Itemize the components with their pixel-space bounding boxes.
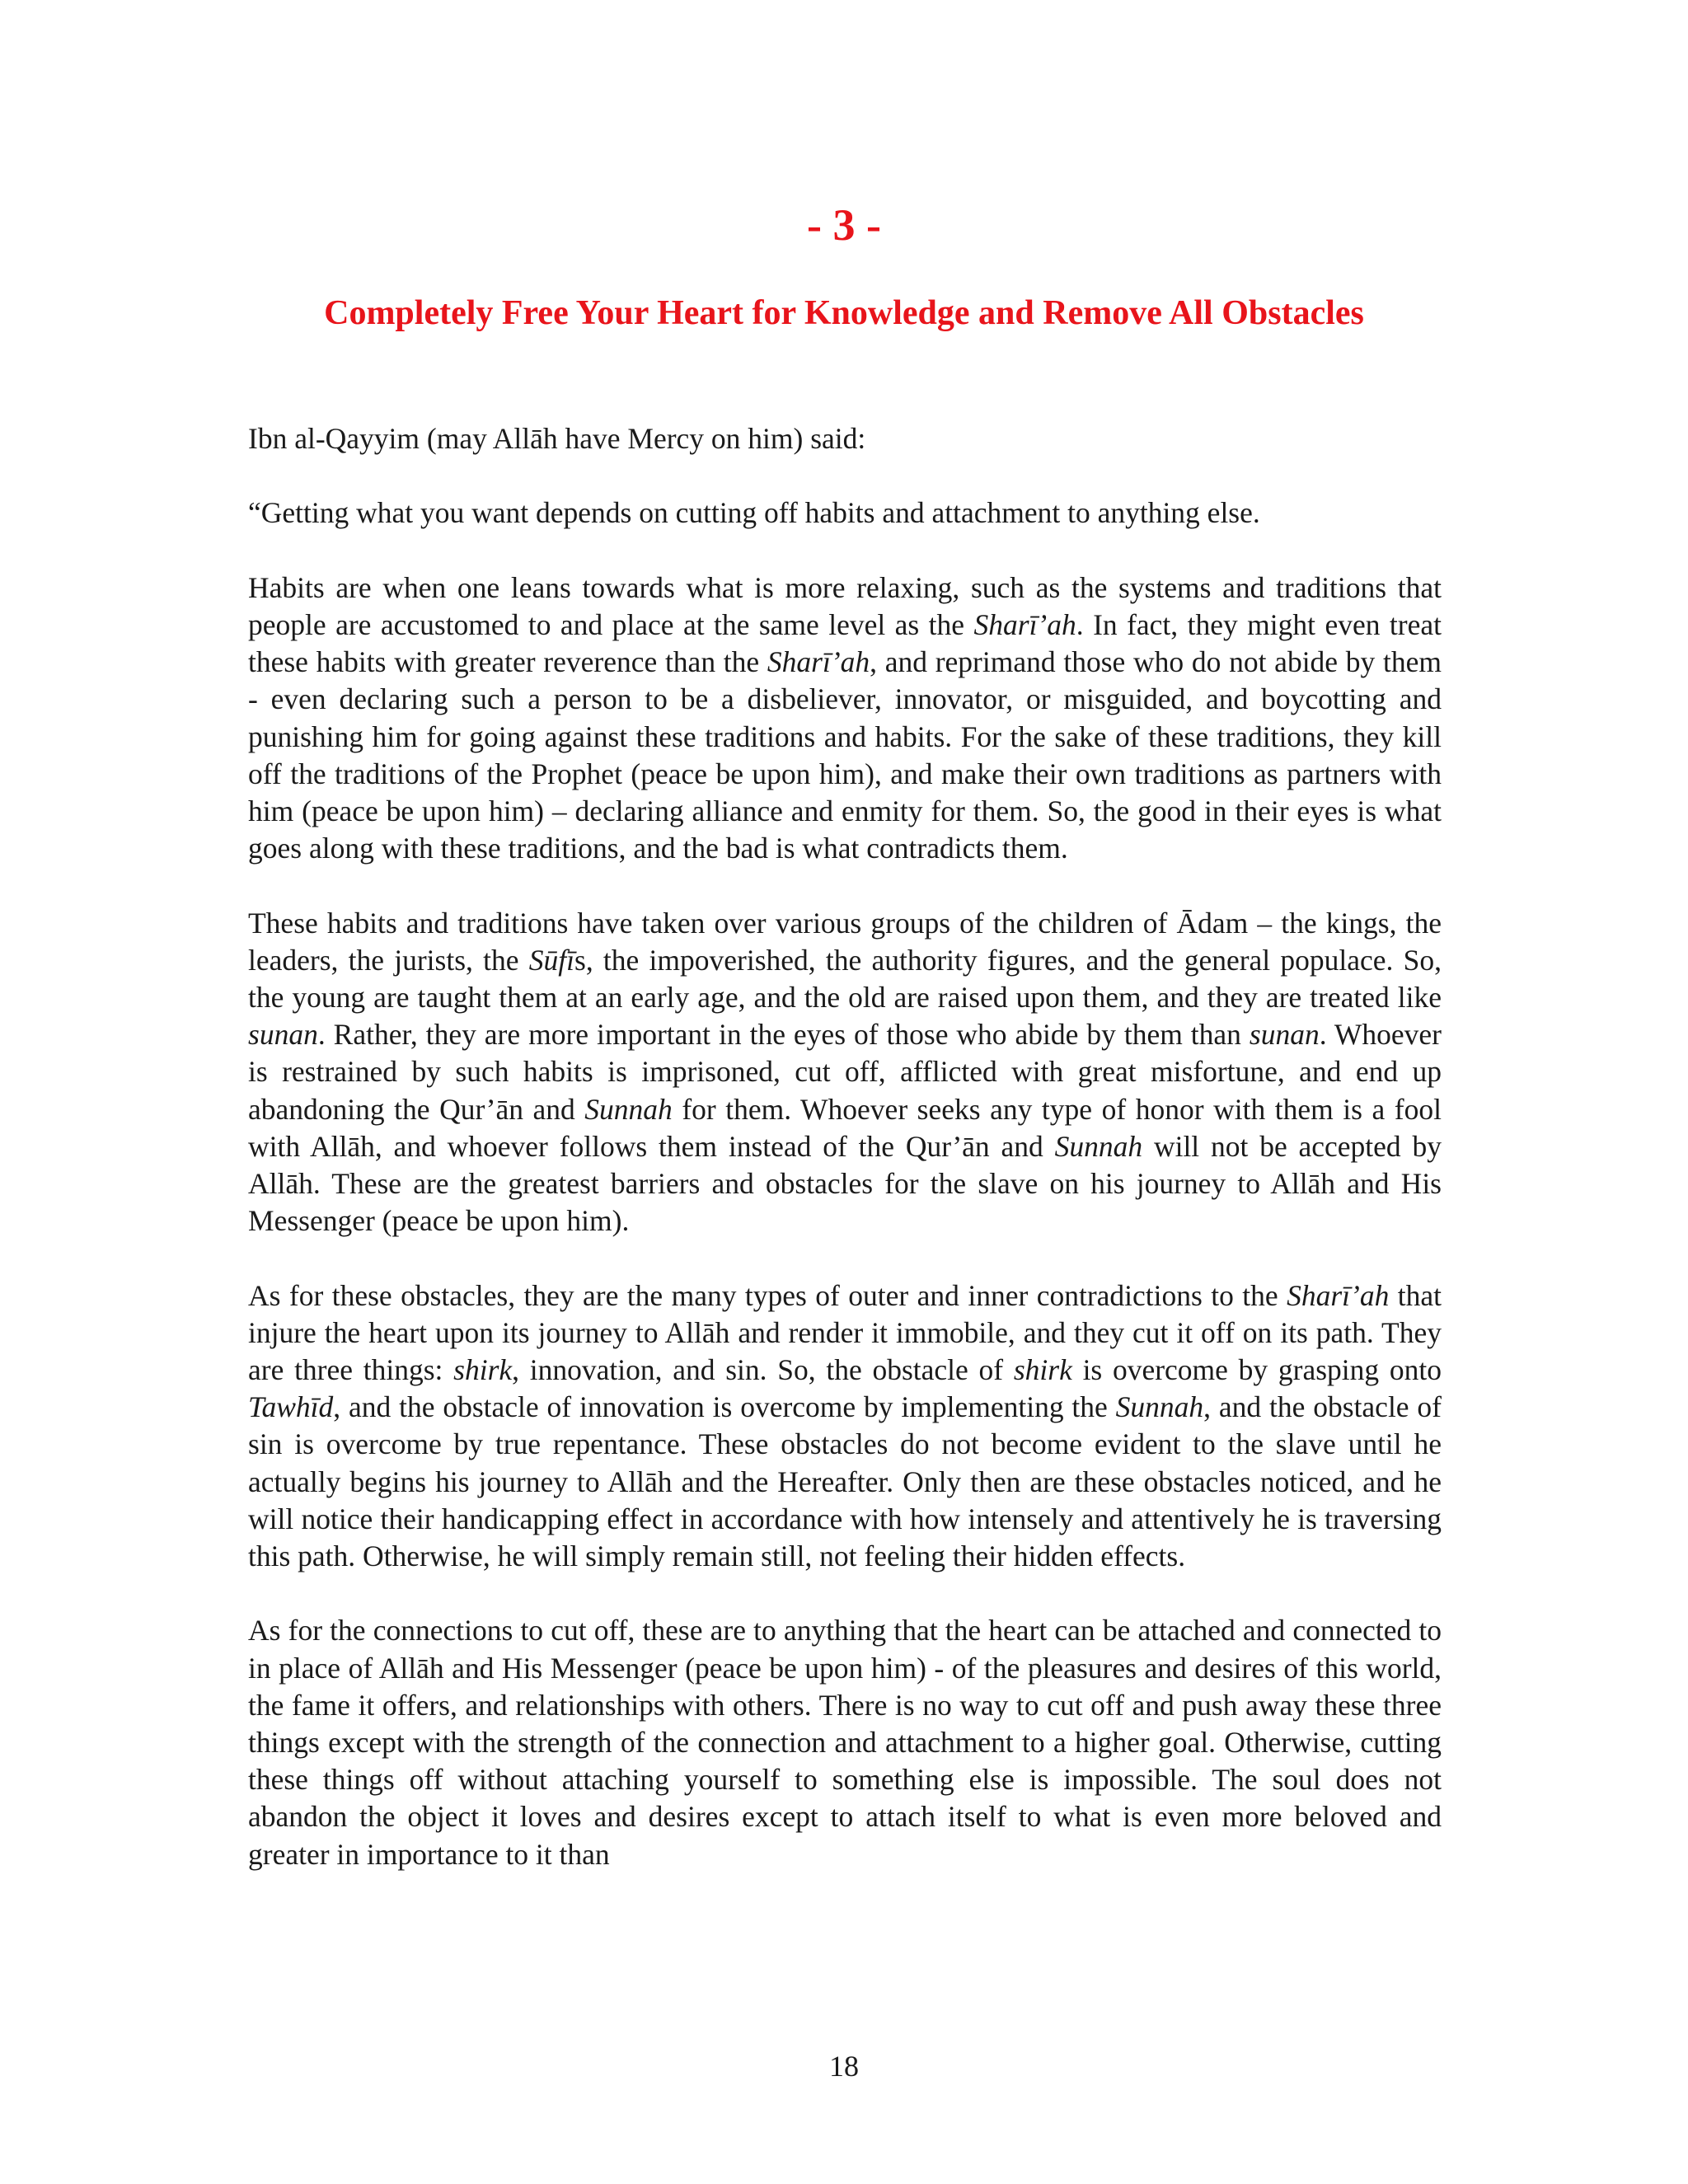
text-segment: “Getting what you want depends on cutting off habits and attachment to anything else. <box>248 496 1260 530</box>
text-segment: . Whoever is restrained by such habits is imprisoned, cut off, afflicted with great misfortune, and end up abandoning the Qur’ān and <box>248 1018 1442 1126</box>
text-segment: , and reprimand those who do not abide by them - even declaring such a person to be a disbeliever, innovator, or misguided, and boycotting and punishing him for going against these traditions and habits. For the sake of these traditions, they kill off the traditions of the Prophet (peace be upon him), and make their own traditions as partners with him (peace be upon him) – declaring alliance and enmity for them. So, the good in their eyes is what goes along with these traditions, and the bad is what contradicts them. <box>248 645 1442 865</box>
italic-term: Tawhīd <box>248 1390 334 1424</box>
italic-term: Sunnah <box>1115 1390 1204 1424</box>
text-segment: As for the connections to cut off, these are to anything that the heart can be attached and connected to in place of Allāh and His Messenger (peace be upon him) - of the pleasures and desires of this world, the fame it offers, and relationships with others. There is no way to cut off and push away these three things except with the strength of the connection and attachment to a higher goal. Otherwise, cutting these things off without attaching yourself to something else is impossible. The soul does not abandon the object it loves and desires except to attach itself to what is even more beloved and greater in importance to it than <box>248 1614 1442 1871</box>
text-segment: As for these obstacles, they are the many types of outer and inner contradictions to the <box>248 1278 1287 1312</box>
text-segment: These habits and traditions have taken over various groups of the children of Ādam – the kings, the leaders, the jurists, the <box>248 906 1442 977</box>
paragraph <box>248 905 1442 1240</box>
text-segment: will not be accepted by Allāh. These are the greatest barriers and obstacles for the slave on his journey to Allāh and His Messenger (peace be upon him). <box>248 1129 1442 1238</box>
text-segment: , innovation, and sin. So, the obstacle of <box>512 1353 1014 1387</box>
text-segment: that injure the heart upon its journey to Allāh and render it immobile, and they cut it off on its path. They are three things: <box>248 1278 1442 1387</box>
text-segment: . Rather, they are more important in the eyes of those who abide by them than <box>317 1018 1250 1052</box>
italic-term: Sunnah <box>584 1092 673 1126</box>
italic-term: Sunnah <box>1054 1129 1143 1163</box>
italic-term: shirk <box>1013 1353 1072 1387</box>
italic-term: Sharī’ah <box>767 645 870 679</box>
page-number: 18 <box>829 2050 859 2083</box>
italic-term: Sūfī <box>528 943 574 977</box>
text-segment: s, the impoverished, the authority figures, and the general populace. So, the young are taught them at an early age, and the old are raised upon them, and they are treated like <box>248 943 1442 1014</box>
italic-term: Sharī’ah <box>973 607 1076 641</box>
chapter-number: - 3 - <box>807 200 881 250</box>
italic-term: shirk <box>453 1353 513 1387</box>
text-segment: is overcome by grasping onto <box>1071 1353 1442 1387</box>
chapter-title: Completely Free Your Heart for Knowledge and Remove All Obstacles <box>324 294 1364 332</box>
paragraph <box>248 1277 1442 1576</box>
text-segment: for them. Whoever seeks any type of honor with them is a fool with Allāh, and whoever follows them instead of the Qur’ān and <box>248 1092 1442 1163</box>
text-segment: . In fact, they might even treat these habits with greater reverence than the <box>248 607 1442 679</box>
italic-term: Sharī’ah <box>1287 1278 1390 1312</box>
text-segment: , and the obstacle of innovation is overcome by implementing the <box>333 1390 1116 1424</box>
paragraph <box>248 494 1442 532</box>
paragraph <box>248 1612 1442 1872</box>
text-segment: Habits are when one leans towards what is more relaxing, such as the systems and traditions that people are accustomed to and place at the same level as the <box>248 570 1442 641</box>
text-segment: Ibn al-Qayyim (may Allāh have Mercy on him) said: <box>248 422 866 455</box>
paragraph <box>248 569 1442 868</box>
body-text <box>248 420 1442 1873</box>
italic-term: sunan <box>248 1018 318 1052</box>
paragraph <box>248 420 1442 457</box>
italic-term: sunan <box>1249 1018 1320 1052</box>
text-segment: , and the obstacle of sin is overcome by true repentance. These obstacles do not become evident to the slave until he actually begins his journey to Allāh and the Hereafter. Only then are these obstacles noticed, and he will notice their handicapping effect in accordance with how intensely and attentively he is traversing this path. Otherwise, he will simply remain still, not feeling their hidden effects. <box>248 1390 1442 1573</box>
